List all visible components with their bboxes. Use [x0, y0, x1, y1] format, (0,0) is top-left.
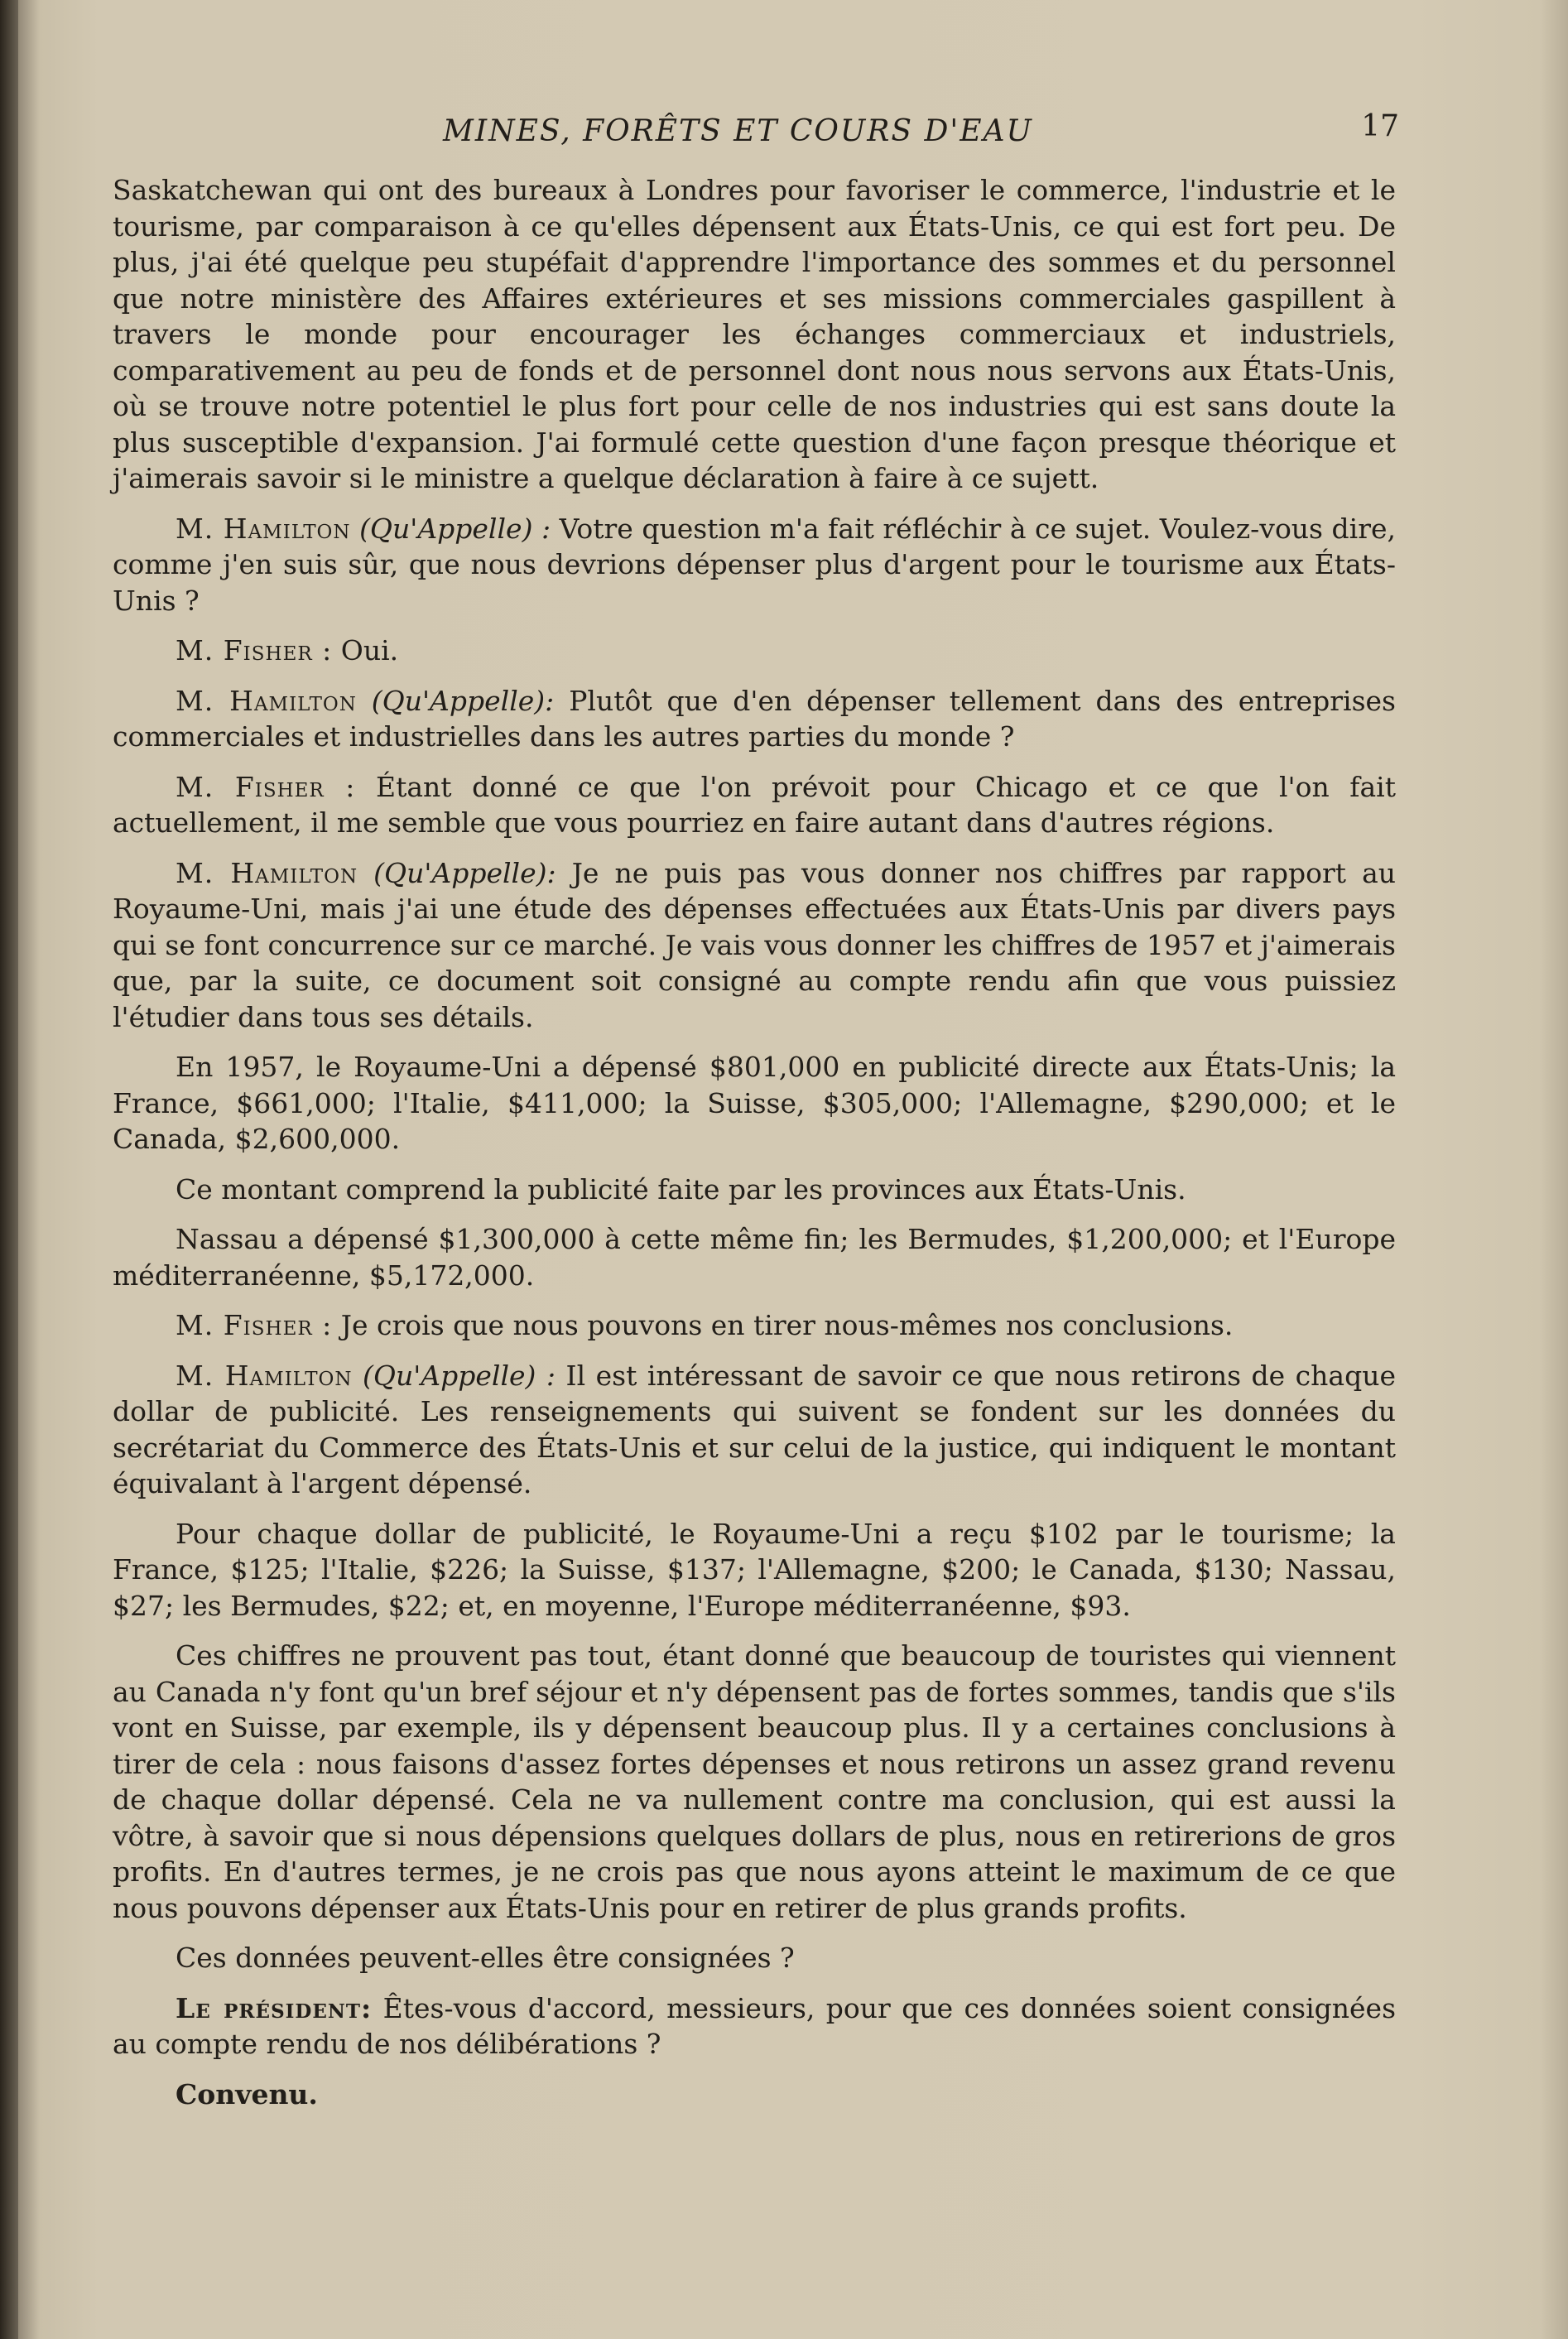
paragraph-text: Pour chaque dollar de publicité, le Royaume-Uni a reçu $102 par le tourisme; la France, $125; l'Italie, $226; la Suisse, $137; l'Allemagne, $200; le Canada, $130; Nassau, $27; les Bermudes, $22; et, en moyenne, l'Europe méditerranéenne, $93.: [113, 1517, 1396, 1622]
paragraph-text: Nassau a dépensé $1,300,000 à cette même fin; les Bermudes, $1,200,000; et l'Europe méditerranéenne, $5,172,000.: [113, 1223, 1396, 1292]
paragraph: [113, 511, 1396, 619]
body-text: [113, 172, 1396, 2126]
paragraph-text: Étant donné ce que l'on prévoit pour Chicago et ce que l'on fait actuellement, il me semble que vous pourriez en faire autant dans d'autres régions.: [113, 770, 1396, 839]
paragraph-text: Oui.: [340, 634, 399, 667]
speaker-name: M. Hamilton: [176, 1359, 353, 1392]
paragraph: [113, 1172, 1396, 1208]
president-speaker: Le président:: [176, 1991, 373, 2024]
paragraph: [113, 1049, 1396, 1157]
speaker-name: M. Fisher :: [176, 1309, 333, 1341]
paragraph-text: Je crois que nous pouvons en tirer nous-mêmes nos conclusions.: [340, 1309, 1234, 1341]
speaker-riding: (Qu'Appelle) :: [359, 512, 551, 545]
paragraph-text: En 1957, le Royaume-Uni a dépensé $801,000 en publicité directe aux États-Unis; la France, $661,000; l'Italie, $411,000; la Suisse, $305,000; l'Allemagne, $290,000; et le Canada, $2,600,000.: [113, 1051, 1396, 1155]
paragraph: [113, 2077, 1396, 2113]
paragraph: [113, 1221, 1396, 1293]
paragraph: [113, 1990, 1396, 2062]
paragraph: [113, 683, 1396, 755]
paragraph: [113, 1940, 1396, 1976]
page-binding-shadow: [0, 0, 18, 2339]
speaker-name: M. Hamilton: [176, 684, 357, 717]
paragraph-text: Plutôt que d'en dépenser tellement dans des entreprises commerciales et industrielles dans les autres parties du monde ?: [113, 684, 1396, 753]
speaker-name: M. Hamilton: [176, 856, 358, 889]
paragraph: [113, 1358, 1396, 1502]
paragraph: [113, 633, 1396, 669]
paragraph: [113, 1516, 1396, 1624]
paragraph-text: Ces chiffres ne prouvent pas tout, étant donné que beaucoup de touristes qui viennent au Canada n'y font qu'un bref séjour et n'y dépensent pas de fortes sommes, tandis que s'ils vont en Suisse, par exemple, ils y dépensent beaucoup plus. Il y a certaines conclusions à tirer de cela : nous faisons d'assez fortes dépenses et nous retirons un assez grand revenu de chaque dollar dépensé. Cela ne va nullement contre ma conclusion, qui est aussi la vôtre, à savoir que si nous dépensions quelques dollars de plus, nous en retirerions de gros profits. En d'autres termes, je ne crois pas que nous ayons atteint le maximum de ce que nous pouvons dépenser aux États-Unis pour en retirer de plus grands profits.: [113, 1639, 1396, 1924]
paragraph: [113, 172, 1396, 497]
speaker-riding: (Qu'Appelle):: [371, 684, 555, 717]
paragraph: [113, 1307, 1396, 1344]
speaker-riding: (Qu'Appelle) :: [363, 1359, 556, 1392]
paragraph: [113, 769, 1396, 841]
paragraph: [113, 855, 1396, 1036]
speaker-riding: (Qu'Appelle):: [373, 856, 556, 889]
paragraph-text: Je ne puis pas vous donner nos chiffres par rapport au Royaume-Uni, mais j'ai une étude des dépenses effectuées aux États-Unis par divers pays qui se font concurrence sur ce marché. Je vais vous donner les chiffres de 1957 et j'aimerais que, par la suite, ce document soit consigné au compte rendu afin que vous puissiez l'étudier dans tous ses détails.: [113, 856, 1396, 1033]
speaker-name: M. Fisher :: [176, 634, 333, 667]
agreed-statement: Convenu.: [176, 2077, 318, 2110]
running-title: MINES, FORÊTS ET COURS D'EAU: [443, 114, 1033, 148]
paragraph-text: Il est intéressant de savoir ce que nous retirons de chaque dollar de publicité. Les renseignements qui suivent se fondent sur les données du secrétariat du Commerce des États-Unis et sur celui de la justice, qui indiquent le montant équivalant à l'argent dépensé.: [113, 1359, 1397, 1499]
page-header: [116, 106, 1399, 164]
paragraph: [113, 1638, 1396, 1926]
paragraph-text: Êtes-vous d'accord, messieurs, pour que ces données soient consignées au compte rendu de nos délibérations ?: [113, 1991, 1396, 2060]
paragraph-text: Ce montant comprend la publicité faite par les provinces aux États-Unis.: [176, 1172, 1186, 1206]
paragraph-text: Ces données peuvent-elles être consignées ?: [176, 1942, 795, 1974]
page-number: 17: [1361, 109, 1399, 143]
paragraph-text: Votre question m'a fait réfléchir à ce sujet. Voulez-vous dire, comme j'en suis sûr, que nous devrions dépenser plus d'argent pour le tourisme aux États-Unis ?: [113, 512, 1396, 617]
paragraph-text: Saskatchewan qui ont des bureaux à Londres pour favoriser le commerce, l'industrie et le tourisme, par comparaison à ce qu'elles dépensent aux États-Unis, ce qui est fort peu. De plus, j'ai été quelque peu stupéfait d'apprendre l'importance des sommes et du personnel que notre ministère des Affaires extérieures et ses missions commerciales gaspillent à travers le monde pour encourager les échanges commerciaux et industriels, comparativement au peu de fonds et de personnel dont nous nous servons aux États-Unis, où se trouve notre potentiel le plus fort pour celle de nos industries qui est sans doute la plus susceptible d'expansion. J'ai formulé cette question d'une façon presque théorique et j'aimerais savoir si le ministre a quelque déclaration à faire à ce sujett.: [113, 174, 1396, 494]
speaker-name: M. Fisher :: [176, 770, 356, 803]
speaker-name: M. Hamilton: [176, 512, 351, 545]
